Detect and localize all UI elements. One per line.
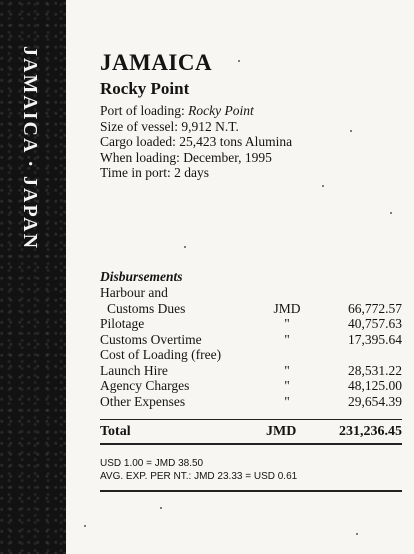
- total-top-rule: [100, 419, 402, 420]
- table-row: Harbour and: [100, 285, 168, 300]
- table-row: Other Expenses " 29,654.39: [100, 393, 402, 409]
- bottom-rule: [100, 490, 402, 492]
- total-bottom-rule: [100, 443, 402, 445]
- scan-speck: [184, 246, 186, 248]
- disbursements-table: [100, 285, 402, 409]
- scan-speck: [390, 212, 392, 214]
- info-loading-date: When loading: December, 1995: [100, 149, 272, 165]
- country-title: JAMAICA: [100, 50, 213, 75]
- average-expense-note: AVG. EXP. PER NT.: JMD 23.33 = USD 0.61: [100, 470, 298, 482]
- exchange-rate-note: USD 1.00 = JMD 38.50: [100, 458, 204, 469]
- side-band-label: JAMAICA · JAPAN: [19, 46, 41, 251]
- scan-speck: [322, 185, 324, 187]
- scan-speck: [356, 533, 358, 535]
- disbursements-heading: Disbursements: [100, 269, 183, 284]
- port-info: [100, 103, 292, 181]
- total-amount: 231,236.45: [339, 424, 402, 439]
- exchange-notes: [100, 458, 297, 483]
- table-row: Launch Hire " 28,531.22: [100, 362, 402, 378]
- port-name: Rocky Point: [100, 79, 190, 98]
- table-row: Customs Dues JMD 66,772.57: [107, 300, 402, 316]
- scan-speck: [238, 60, 240, 62]
- scan-speck: [84, 525, 86, 527]
- total-currency: JMD: [266, 424, 297, 439]
- table-row: Customs Overtime " 17,395.64: [100, 331, 402, 347]
- total-label: Total: [100, 424, 131, 439]
- info-time-in-port: Time in port: 2 days: [100, 165, 210, 180]
- info-cargo-loaded: Cargo loaded: 25,423 tons Alumina: [100, 134, 293, 149]
- side-band: [0, 0, 66, 554]
- table-row: Pilotage " 40,757.63: [100, 316, 402, 331]
- scan-speck: [350, 130, 352, 132]
- scan-speck: [160, 507, 162, 509]
- info-vessel-size: Size of vessel: 9,912 N.T.: [100, 118, 239, 134]
- table-row: Cost of Loading (free): [100, 347, 222, 362]
- info-port-of-loading: Port of loading: Rocky Point: [100, 103, 254, 118]
- table-row: Agency Charges " 48,125.00: [100, 378, 402, 393]
